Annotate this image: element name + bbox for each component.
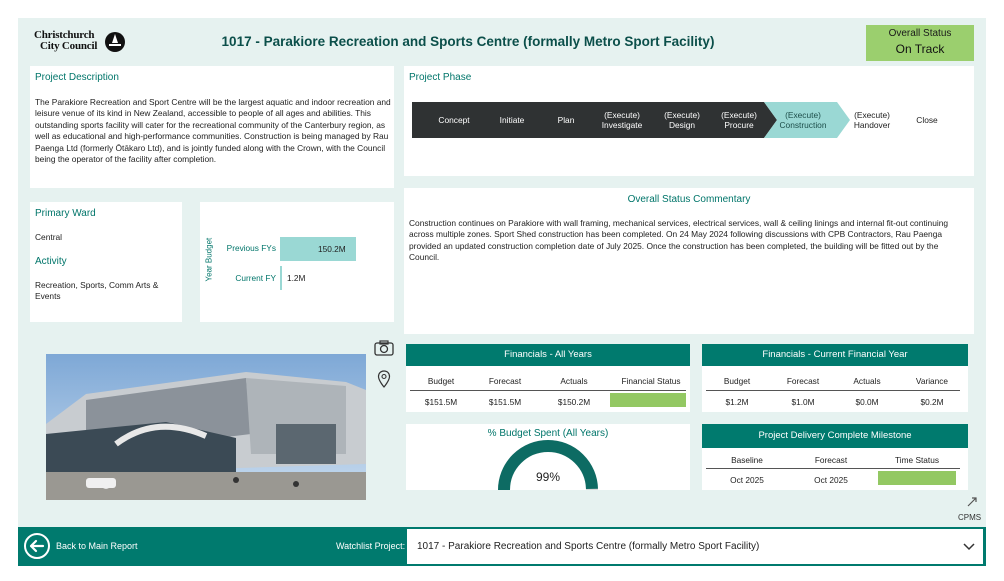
phase-step-sublabel: Procure bbox=[724, 120, 754, 130]
report-canvas bbox=[18, 18, 986, 566]
primary-ward-title: Primary Ward bbox=[35, 208, 96, 219]
year-budget-axis-label: Year Budget bbox=[204, 237, 214, 282]
back-to-main-report-link[interactable]: Back to Main Report bbox=[56, 541, 138, 551]
project-description-text: The Parakiore Recreation and Sport Centre will be the largest aquatic and indoor recreation and leisure venue of its kind in New Zealand, accessible to people of all ages and abilities. This outstanding sports facility will cater for the recreational community of the Canterbury region, as well as educational and high-performance communities. Construction is being managed by Rau Paenga Ltd (formerly Ōtākaro Ltd), and is jointly funded along with the Crown, with the Council being the operator of the facility after completion. bbox=[35, 97, 391, 165]
fin-all-budget: $151.5M bbox=[424, 397, 458, 407]
phase-step-initiate bbox=[484, 102, 540, 138]
watchlist-selected-value: 1017 - Parakiore Recreation and Sports Centre (formally Metro Sport Facility) bbox=[417, 541, 760, 552]
council-logo bbox=[34, 30, 134, 56]
financials-all-years-title: Financials - All Years bbox=[406, 344, 690, 366]
milestone-panel bbox=[702, 448, 968, 490]
current-fy-value: 1.2M bbox=[287, 273, 306, 283]
phase-step-concept bbox=[426, 102, 482, 138]
phase-step-design bbox=[652, 102, 712, 138]
page-title: 1017 - Parakiore Recreation and Sports Centre (formally Metro Sport Facility) bbox=[221, 34, 715, 49]
logo-line-2: City Council bbox=[40, 40, 98, 52]
phase-step-label: Concept bbox=[438, 115, 470, 125]
map-pin-icon[interactable] bbox=[377, 370, 391, 388]
watchlist-project-dropdown[interactable] bbox=[406, 528, 984, 565]
fin-all-status-indicator bbox=[610, 393, 686, 407]
milestone-header-baseline: Baseline bbox=[731, 455, 763, 465]
project-description-title: Project Description bbox=[35, 72, 119, 83]
fin-current-actuals: $0.0M bbox=[855, 397, 879, 407]
financials-all-years-panel bbox=[406, 366, 690, 412]
overall-status-label: Overall Status bbox=[888, 28, 952, 39]
primary-ward-value: Central bbox=[35, 232, 62, 242]
project-phase-title: Project Phase bbox=[409, 72, 472, 83]
phase-step-plan bbox=[538, 102, 594, 138]
fin-all-header-budget: Budget bbox=[427, 376, 455, 386]
budget-spent-title: % Budget Spent (All Years) bbox=[487, 428, 609, 439]
cathedral-icon bbox=[104, 31, 126, 53]
overall-status-value: On Track bbox=[895, 42, 945, 56]
facility-photo bbox=[46, 354, 366, 500]
fin-all-actuals: $150.2M bbox=[557, 397, 591, 407]
link-icon[interactable] bbox=[966, 496, 978, 508]
camera-icon[interactable] bbox=[374, 340, 394, 356]
fin-current-header-budget: Budget bbox=[723, 376, 751, 386]
fin-current-forecast: $1.0M bbox=[791, 397, 815, 407]
phase-step-close bbox=[902, 102, 952, 138]
fin-current-header-forecast: Forecast bbox=[786, 376, 820, 386]
fin-all-forecast: $151.5M bbox=[488, 397, 522, 407]
phase-step-label: Close bbox=[916, 115, 938, 125]
phase-step-sublabel: Investigate bbox=[601, 120, 643, 130]
financials-current-fy-title: Financials - Current Financial Year bbox=[702, 344, 968, 366]
activity-title: Activity bbox=[35, 256, 67, 267]
cpms-label[interactable]: CPMS bbox=[958, 513, 982, 522]
fin-all-header-status: Financial Status bbox=[621, 376, 681, 386]
phase-step-procure bbox=[710, 102, 768, 138]
milestone-forecast: Oct 2025 bbox=[814, 475, 848, 485]
budget-spent-panel bbox=[406, 424, 690, 490]
phase-chevrons bbox=[412, 102, 938, 138]
previous-fys-label: Previous FYs bbox=[226, 243, 276, 253]
phase-step-label: (Execute) bbox=[664, 110, 700, 120]
current-fy-bar bbox=[280, 266, 282, 290]
phase-step-sublabel: Construction bbox=[779, 120, 827, 130]
project-description-panel bbox=[30, 66, 394, 188]
fin-all-header-forecast: Forecast bbox=[488, 376, 522, 386]
phase-step-label: (Execute) bbox=[785, 110, 821, 120]
milestone-baseline: Oct 2025 bbox=[730, 475, 764, 485]
fin-current-header-variance: Variance bbox=[915, 376, 949, 386]
primary-ward-panel bbox=[30, 202, 182, 322]
milestone-title: Project Delivery Complete Milestone bbox=[702, 424, 968, 448]
phase-step-sublabel: Handover bbox=[853, 120, 891, 130]
logo-line-1: Christchurch bbox=[34, 29, 95, 41]
phase-step-investigate bbox=[588, 102, 656, 138]
current-fy-label: Current FY bbox=[235, 273, 276, 283]
arrow-left-icon bbox=[26, 535, 48, 557]
fin-current-header-actuals: Actuals bbox=[853, 376, 881, 386]
milestone-divider bbox=[706, 468, 960, 469]
project-phase-panel bbox=[404, 66, 974, 176]
watchlist-label: Watchlist Project: bbox=[336, 541, 406, 551]
status-commentary-panel bbox=[404, 188, 974, 334]
fin-current-budget: $1.2M bbox=[725, 397, 749, 407]
fin-all-divider bbox=[410, 390, 686, 391]
financials-current-fy-panel bbox=[702, 366, 968, 412]
year-budget-panel bbox=[200, 202, 394, 322]
phase-step-label: (Execute) bbox=[854, 110, 890, 120]
budget-spent-value: 99% bbox=[535, 470, 561, 484]
fin-current-variance: $0.2M bbox=[920, 397, 944, 407]
back-button[interactable] bbox=[24, 533, 50, 559]
milestone-header-forecast: Forecast bbox=[814, 455, 848, 465]
fin-current-divider bbox=[706, 390, 960, 391]
activity-value: Recreation, Sports, Comm Arts & Events bbox=[35, 280, 159, 302]
phase-step-label: (Execute) bbox=[721, 110, 757, 120]
phase-step-construction bbox=[770, 102, 836, 138]
fin-all-header-actuals: Actuals bbox=[560, 376, 588, 386]
overall-status-badge bbox=[866, 25, 974, 61]
previous-fys-value: 150.2M bbox=[318, 244, 346, 254]
phase-step-label: Plan bbox=[557, 115, 575, 125]
footer-bar bbox=[18, 527, 986, 566]
milestone-time-status-indicator bbox=[878, 471, 956, 485]
milestone-header-time-status: Time Status bbox=[895, 455, 939, 465]
status-commentary-text: Construction continues on Parakiore with wall framing, mechanical services, electrical services, wall & ceiling linings and internal fit-out continuing across multiple zones. Sport Shed construction has been completed. On 24 May 2024 following discussions with CPB Contractors, Rau Paenga provided an updated construction completion date of July 2025. Once the construction has been completed, the building will be fitted out by the Council. bbox=[409, 218, 949, 263]
phase-step-sublabel: Design bbox=[668, 120, 696, 130]
phase-step-handover bbox=[840, 102, 904, 138]
status-commentary-title: Overall Status Commentary bbox=[627, 194, 751, 205]
phase-step-label: Initiate bbox=[499, 115, 525, 125]
phase-step-label: (Execute) bbox=[604, 110, 640, 120]
chevron-down-icon bbox=[963, 542, 975, 552]
